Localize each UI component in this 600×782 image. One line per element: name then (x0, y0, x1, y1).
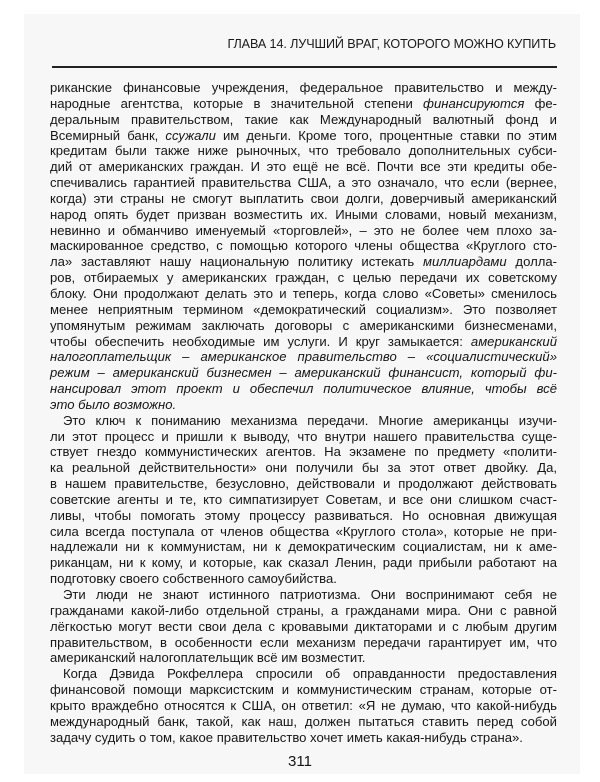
text-line (50, 508, 557, 524)
text-line (50, 207, 557, 223)
text-line (50, 349, 557, 365)
text: им деньги. Кроме того, процентные ставки по этим (215, 127, 557, 143)
text: американский налогоплательщик всё им возместит. (50, 650, 366, 666)
text-line (50, 175, 557, 191)
text-line (50, 619, 557, 635)
text: крыто враждебно относятся к США, он ответил: «Я не думаю, что какой-нибудь (50, 697, 557, 713)
text-line (50, 682, 557, 698)
text: ла» заставляют нашу национальную политику истекать (50, 254, 424, 270)
italic-text: это было возможно. (50, 396, 177, 412)
paragraph (50, 666, 557, 745)
text-line (50, 128, 557, 144)
text-line (50, 698, 557, 714)
text: риканцам, ни к кому, и которые, как сказал Ленин, ради прибыли работают на (50, 555, 557, 571)
text: ливы, чтобы помогать этому процессу развиваться. Но основная движущая (50, 507, 557, 523)
text: менее неприятным термином «демократический социализм». Это позволяет (50, 301, 557, 317)
text-line (50, 143, 557, 159)
text-line (50, 413, 557, 429)
text: блоку. Они продолжают делать это и теперь, когда слово «Советы» сменилось (50, 285, 557, 301)
text-line (50, 460, 557, 476)
text: лёгкостью могут вести свои дела с кровавыми диктаторами и с любым другим (50, 618, 557, 634)
text: Когда Дэвида Рокфеллера спросили об оправданности предоставления (63, 666, 557, 682)
text: невинно и обманчиво именуемый «торговлей», – это не более чем плохо за- (50, 222, 557, 238)
text: долла- (506, 254, 557, 270)
text-line (50, 603, 557, 619)
text-line (50, 191, 557, 207)
text: чтобы обеспечить необходимые им услуги. И круг замыкается: (50, 333, 471, 349)
text-line (50, 365, 557, 381)
text: спечивались гарантией правительства США, а это означало, что если (вернее, (50, 175, 557, 191)
text: кредитам были также ниже рыночных, что требовало дополнительных субси- (50, 143, 557, 159)
text-line (50, 96, 557, 112)
text-line (50, 555, 557, 571)
text: маскированное средство, с помощью которого члены общества «Круглого сто- (50, 238, 557, 254)
italic-text: режим – американский бизнесмен – американский финансист, который фи- (50, 365, 557, 381)
text: сила всегда поступала от членов общества «Круглого стола», которые не при- (50, 523, 557, 539)
text-line (50, 571, 557, 587)
page-body-text (50, 80, 557, 745)
text: Это ключ к пониманию механизма передачи. Многие американцы изучи- (63, 412, 557, 428)
text-line (50, 270, 557, 286)
text: дий от американских граждан. И это ещё не всё. Почти все эти кредиты обе- (50, 159, 557, 175)
text-line (50, 666, 557, 682)
text-line (50, 334, 557, 350)
text-line (50, 524, 557, 540)
text: ствует гнездо коммунистических агентов. На экзамене по предмету «полити- (50, 444, 557, 460)
text: Эти люди не знают истинного патриотизма. Они воспринимают себя не (63, 587, 557, 602)
text: народные агентства, которые в значительной степени (50, 95, 424, 111)
text-line (50, 492, 557, 508)
paragraph (50, 413, 557, 587)
paragraph (50, 80, 557, 413)
italic-text: финансируются (423, 95, 525, 111)
text-line (50, 539, 557, 555)
text: деральным правительством, такие как Международный валютный фонд и (50, 111, 557, 127)
text-line (50, 80, 557, 96)
text: финансовой помощи марксистским и коммунистическим странам, которые от- (50, 682, 557, 698)
text-line (50, 318, 557, 334)
text-line (50, 476, 557, 492)
text: ка реальной действительности» они получили бы за этот ответ двойку. Да, (50, 460, 557, 476)
italic-text: ссужали (165, 127, 216, 143)
text: международный банк, такой, как наш, должен пытаться ставить перед собой (50, 713, 557, 729)
text-line (50, 730, 557, 746)
paragraph (50, 587, 557, 666)
header-rule (52, 66, 557, 68)
text-line (50, 159, 557, 175)
text-line (50, 397, 557, 413)
text: народ опять будет призван возместить их. Иными словами, новый механизм, (50, 206, 557, 222)
italic-text: налогоплательщик – американское правительство – «социалистический» (50, 349, 557, 365)
text: Всемирный банк, (50, 127, 166, 143)
text-line (50, 635, 557, 651)
text-line (50, 223, 557, 239)
text-line (50, 381, 557, 397)
text: советские агенты и те, кто симпатизирует Советам, и все они слишком счаст- (50, 491, 557, 507)
italic-text: нансировал этот проект и обеспечил политическое влияние, чтобы всё (50, 381, 557, 397)
text: когда) эти страны не смогут выплатить свои долги, доверчивый американский (50, 190, 557, 206)
page-number: 311 (288, 753, 312, 770)
text-line (50, 444, 557, 460)
text-line (50, 112, 557, 128)
text: в нашем правительстве, безусловно, действовали и продолжают действовать (50, 476, 557, 492)
running-header: ГЛАВА 14. ЛУЧШИЙ ВРАГ, КОТОРОГО МОЖНО КУПИТЬ (227, 37, 556, 51)
text: фе- (524, 95, 557, 111)
italic-text: миллиардами (423, 254, 507, 270)
text: надлежали ни к коммунистам, ни к демократическим социалистам, ни к аме- (50, 539, 557, 555)
text-line (50, 429, 557, 445)
text-line (50, 238, 557, 254)
text-line (50, 302, 557, 318)
text: ли этот процесс и пришли к выводу, что внутри нашего правительства суще- (50, 428, 557, 444)
text-line (50, 254, 557, 270)
text: правительством, в особенности если механизм передачи гарантирует им, что (50, 634, 557, 650)
text: задачу судить о том, какое правительство хочет иметь какая-нибудь страна». (50, 729, 523, 745)
text: ров, отбираемых у американских граждан, с целью передачи их советскому (50, 270, 557, 286)
text-line (50, 650, 557, 666)
text: упомянутым режимам заключать договоры с американскими бизнесменами, (50, 317, 557, 333)
text: гражданами какой-либо отдельной страны, а гражданами мира. Они с равной (50, 602, 557, 618)
text: подготовку своего собственного самоубийства. (50, 571, 337, 587)
text-line (50, 286, 557, 302)
text-line (50, 587, 557, 603)
text-line (50, 714, 557, 730)
italic-text: американский (470, 333, 557, 349)
text: риканские финансовые учреждения, федеральное правительство и между- (50, 80, 557, 95)
